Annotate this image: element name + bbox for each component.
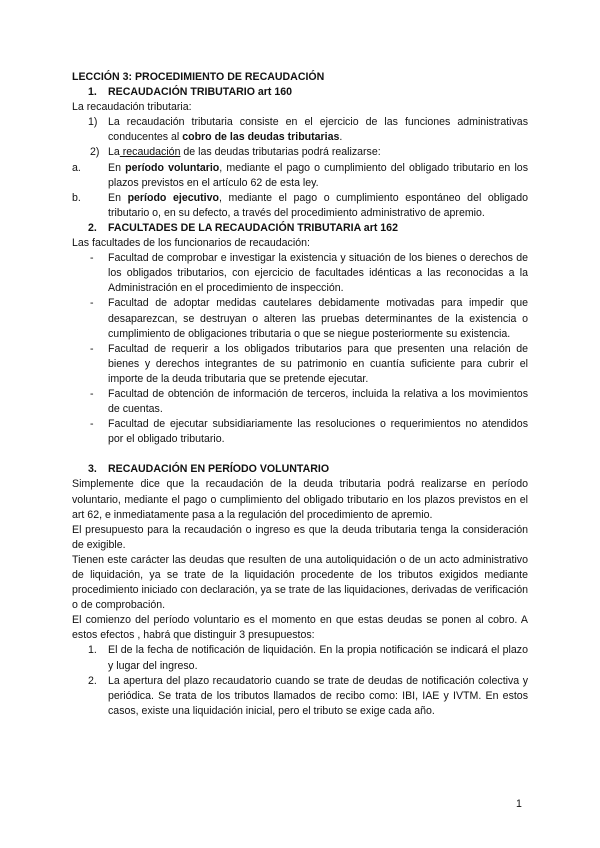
list-item: [72, 251, 528, 296]
page-number: 1: [516, 798, 522, 810]
list-item: [72, 342, 528, 387]
list-item: [72, 387, 528, 417]
list-marker: -: [90, 297, 94, 310]
list-marker: -: [90, 252, 94, 265]
list-text: La recaudación tributaria consiste en el ejercicio de las funciones administrativas conducentes al cobro de las deudas tributarias.: [108, 116, 528, 144]
list-text: La recaudación de las deudas tributarias podrá realizarse:: [108, 146, 381, 159]
underlined-text: recaudación: [119, 146, 181, 159]
bold-text: cobro de las deudas tributarias: [182, 131, 340, 144]
list-marker: 1.: [88, 644, 97, 657]
list-item: [72, 191, 528, 221]
list-item: [72, 643, 528, 673]
section-3-heading: [72, 462, 528, 477]
list-marker: -: [90, 342, 94, 355]
paragraph: Tienen este carácter las deudas que resulten de una autoliquidación o de un acto administrativo de liquidación, ya se trate de la liquidación procedente de los tributos exigidos mediante procedimiento iniciado con declaración, ya se trate de las liquidaciones, derivadas de verificación o de comprobación.: [72, 553, 528, 612]
section-1-title: RECAUDACIÓN TRIBUTARIO art 160: [108, 86, 293, 99]
list-marker: 2): [90, 146, 100, 159]
list-text: Facultad de ejecutar subsidiariamente las resoluciones o requerimientos no atendidos por el obligado tributario.: [108, 418, 528, 446]
section-2-heading: [72, 221, 528, 236]
list-item: [72, 115, 528, 145]
list-item: [72, 145, 528, 160]
list-item: [72, 417, 528, 447]
paragraph: El comienzo del período voluntario es el momento en que estas deudas se ponen al cobro. A estos efectos , habrá que distinguir 3 presupuestos:: [72, 614, 528, 642]
list-marker: 1): [88, 116, 98, 129]
section-2-intro: Las facultades de los funcionarios de recaudación:: [72, 237, 310, 250]
section-2-title: FACULTADES DE LA RECAUDACIÓN TRIBUTARIA art 162: [108, 221, 398, 234]
list-marker: -: [90, 387, 94, 400]
section-1-intro: La recaudación tributaria:: [72, 101, 192, 114]
paragraph: Simplemente dice que la recaudación de la deuda tributaria podrá realizarse en período voluntario, mediante el pago o cumplimiento del obligado tributario en los plazos previstos en el art 62, e inmediatamente pasa a la regulación del procedimiento de apremio.: [72, 478, 528, 521]
section-3-title: RECAUDACIÓN EN PERÍODO VOLUNTARIO: [108, 463, 330, 476]
list-text: Facultad de adoptar medidas cautelares debidamente motivadas para impedir que desaparezcan, se destruyan o alteren las pruebas determinantes de la existencia o cumplimiento de obligaciones tributaria o que se niegue posteriormente su existencia.: [108, 297, 528, 340]
list-text: En período ejecutivo, mediante el pago o cumplimiento espontáneo del obligado tributario o, en su defecto, a través del procedimiento administrativo de apremio.: [108, 191, 528, 219]
document-body: [72, 70, 528, 719]
list-marker: b.: [72, 191, 81, 204]
list-text: Facultad de requerir a los obligados tributarios para que presenten una relación de bienes y derechos integrantes de su patrimonio en cuantía suficiente para cubrir el importe de la deuda tributaria que se pretende ejecutar.: [108, 342, 528, 385]
bold-text: período ejecutivo: [127, 191, 219, 204]
list-marker: 2.: [88, 674, 97, 687]
list-item: [72, 161, 528, 191]
paragraph: El presupuesto para la recaudación o ingreso es que la deuda tributaria tenga la consideración de exigible.: [72, 523, 528, 551]
list-item: [72, 296, 528, 341]
list-text: En período voluntario, mediante el pago o cumplimiento del obligado tributario en los plazos previstos en el artículo 62 de esta ley.: [108, 161, 528, 189]
section-1-heading: [72, 85, 528, 100]
list-text: Facultad de obtención de información de terceros, incluida la relativa a los movimientos de cuentas.: [108, 387, 528, 416]
list-text: El de la fecha de notificación de liquidación. En la propia notificación se indicará el plazo y lugar del ingreso.: [108, 644, 528, 672]
spacer: [72, 447, 528, 462]
bold-text: período voluntario: [125, 161, 220, 174]
section-2-number: 2.: [88, 221, 97, 234]
list-marker: -: [90, 418, 94, 431]
section-3-number: 3.: [88, 463, 97, 476]
section-1-number: 1.: [88, 86, 97, 99]
list-text: La apertura del plazo recaudatorio cuando se trate de deudas de notificación colectiva y periódica. Se trata de los tributos llamados de recibo como: IBI, IAE y IVTM. En estos casos, existe una liquidación inicial, pero el tributo se exige cada año.: [108, 674, 528, 717]
list-marker: a.: [72, 161, 81, 174]
lesson-title: LECCIÓN 3: PROCEDIMIENTO DE RECAUDACIÓN: [72, 71, 325, 83]
list-text: Facultad de comprobar e investigar la existencia y situación de los bienes o derechos de los obligados tributarios, con ejercicio de facultades idénticas a las reconocidas a la Administración en el procedimiento de inspección.: [108, 252, 528, 295]
list-item: [72, 674, 528, 719]
